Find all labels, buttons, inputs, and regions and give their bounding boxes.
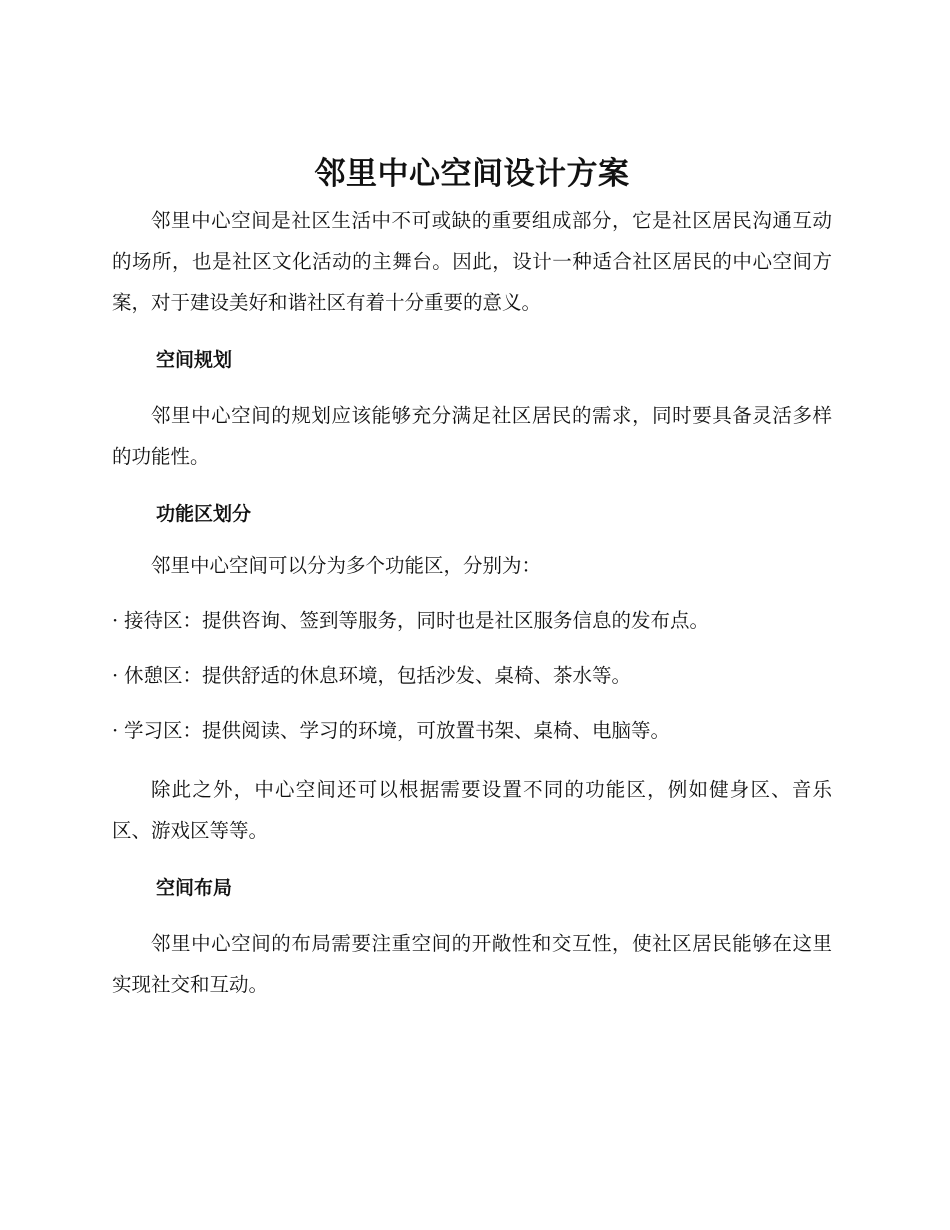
- bullet-text: 休憩区：提供舒适的休息环境，包括沙发、桌椅、茶水等。: [124, 664, 632, 687]
- space-layout-paragraph: 邻里中心空间的布局需要注重空间的开敞性和交互性，使社区居民能够在这里实现社交和互动。: [112, 932, 832, 996]
- section-heading-space-planning: 空间规划: [156, 349, 233, 371]
- bullet-marker: ·: [112, 719, 119, 742]
- bullet-marker: ·: [112, 664, 119, 687]
- functional-zones-extra-paragraph: 除此之外，中心空间还可以根据需要设置不同的功能区，例如健身区、音乐区、游戏区等等。: [112, 778, 832, 842]
- document-title: 邻里中心空间设计方案: [314, 156, 630, 192]
- bullet-text: 接待区：提供咨询、签到等服务，同时也是社区服务信息的发布点。: [124, 609, 710, 632]
- bullet-text: 学习区：提供阅读、学习的环境，可放置书架、桌椅、电脑等。: [124, 719, 671, 742]
- intro-paragraph: 邻里中心空间是社区生活中不可或缺的重要组成部分，它是社区居民沟通互动的场所，也是社区文化活动的主舞台。因此，设计一种适合社区居民的中心空间方案，对于建设美好和谐社区有着十分重要的意义。: [112, 209, 832, 314]
- space-planning-paragraph: 邻里中心空间的规划应该能够充分满足社区居民的需求，同时要具备灵活多样的功能性。: [112, 404, 832, 468]
- section-heading-space-layout: 空间布局: [156, 877, 233, 899]
- bullet-item-study: [112, 714, 832, 748]
- bullet-marker: ·: [112, 609, 119, 632]
- section-heading-functional-zones: 功能区划分: [156, 503, 252, 525]
- functional-zones-lead: 邻里中心空间可以分为多个功能区，分别为：: [151, 554, 542, 577]
- bullet-item-reception: [112, 604, 832, 638]
- document-page: [112, 148, 832, 1005]
- bullet-item-rest: [112, 659, 832, 693]
